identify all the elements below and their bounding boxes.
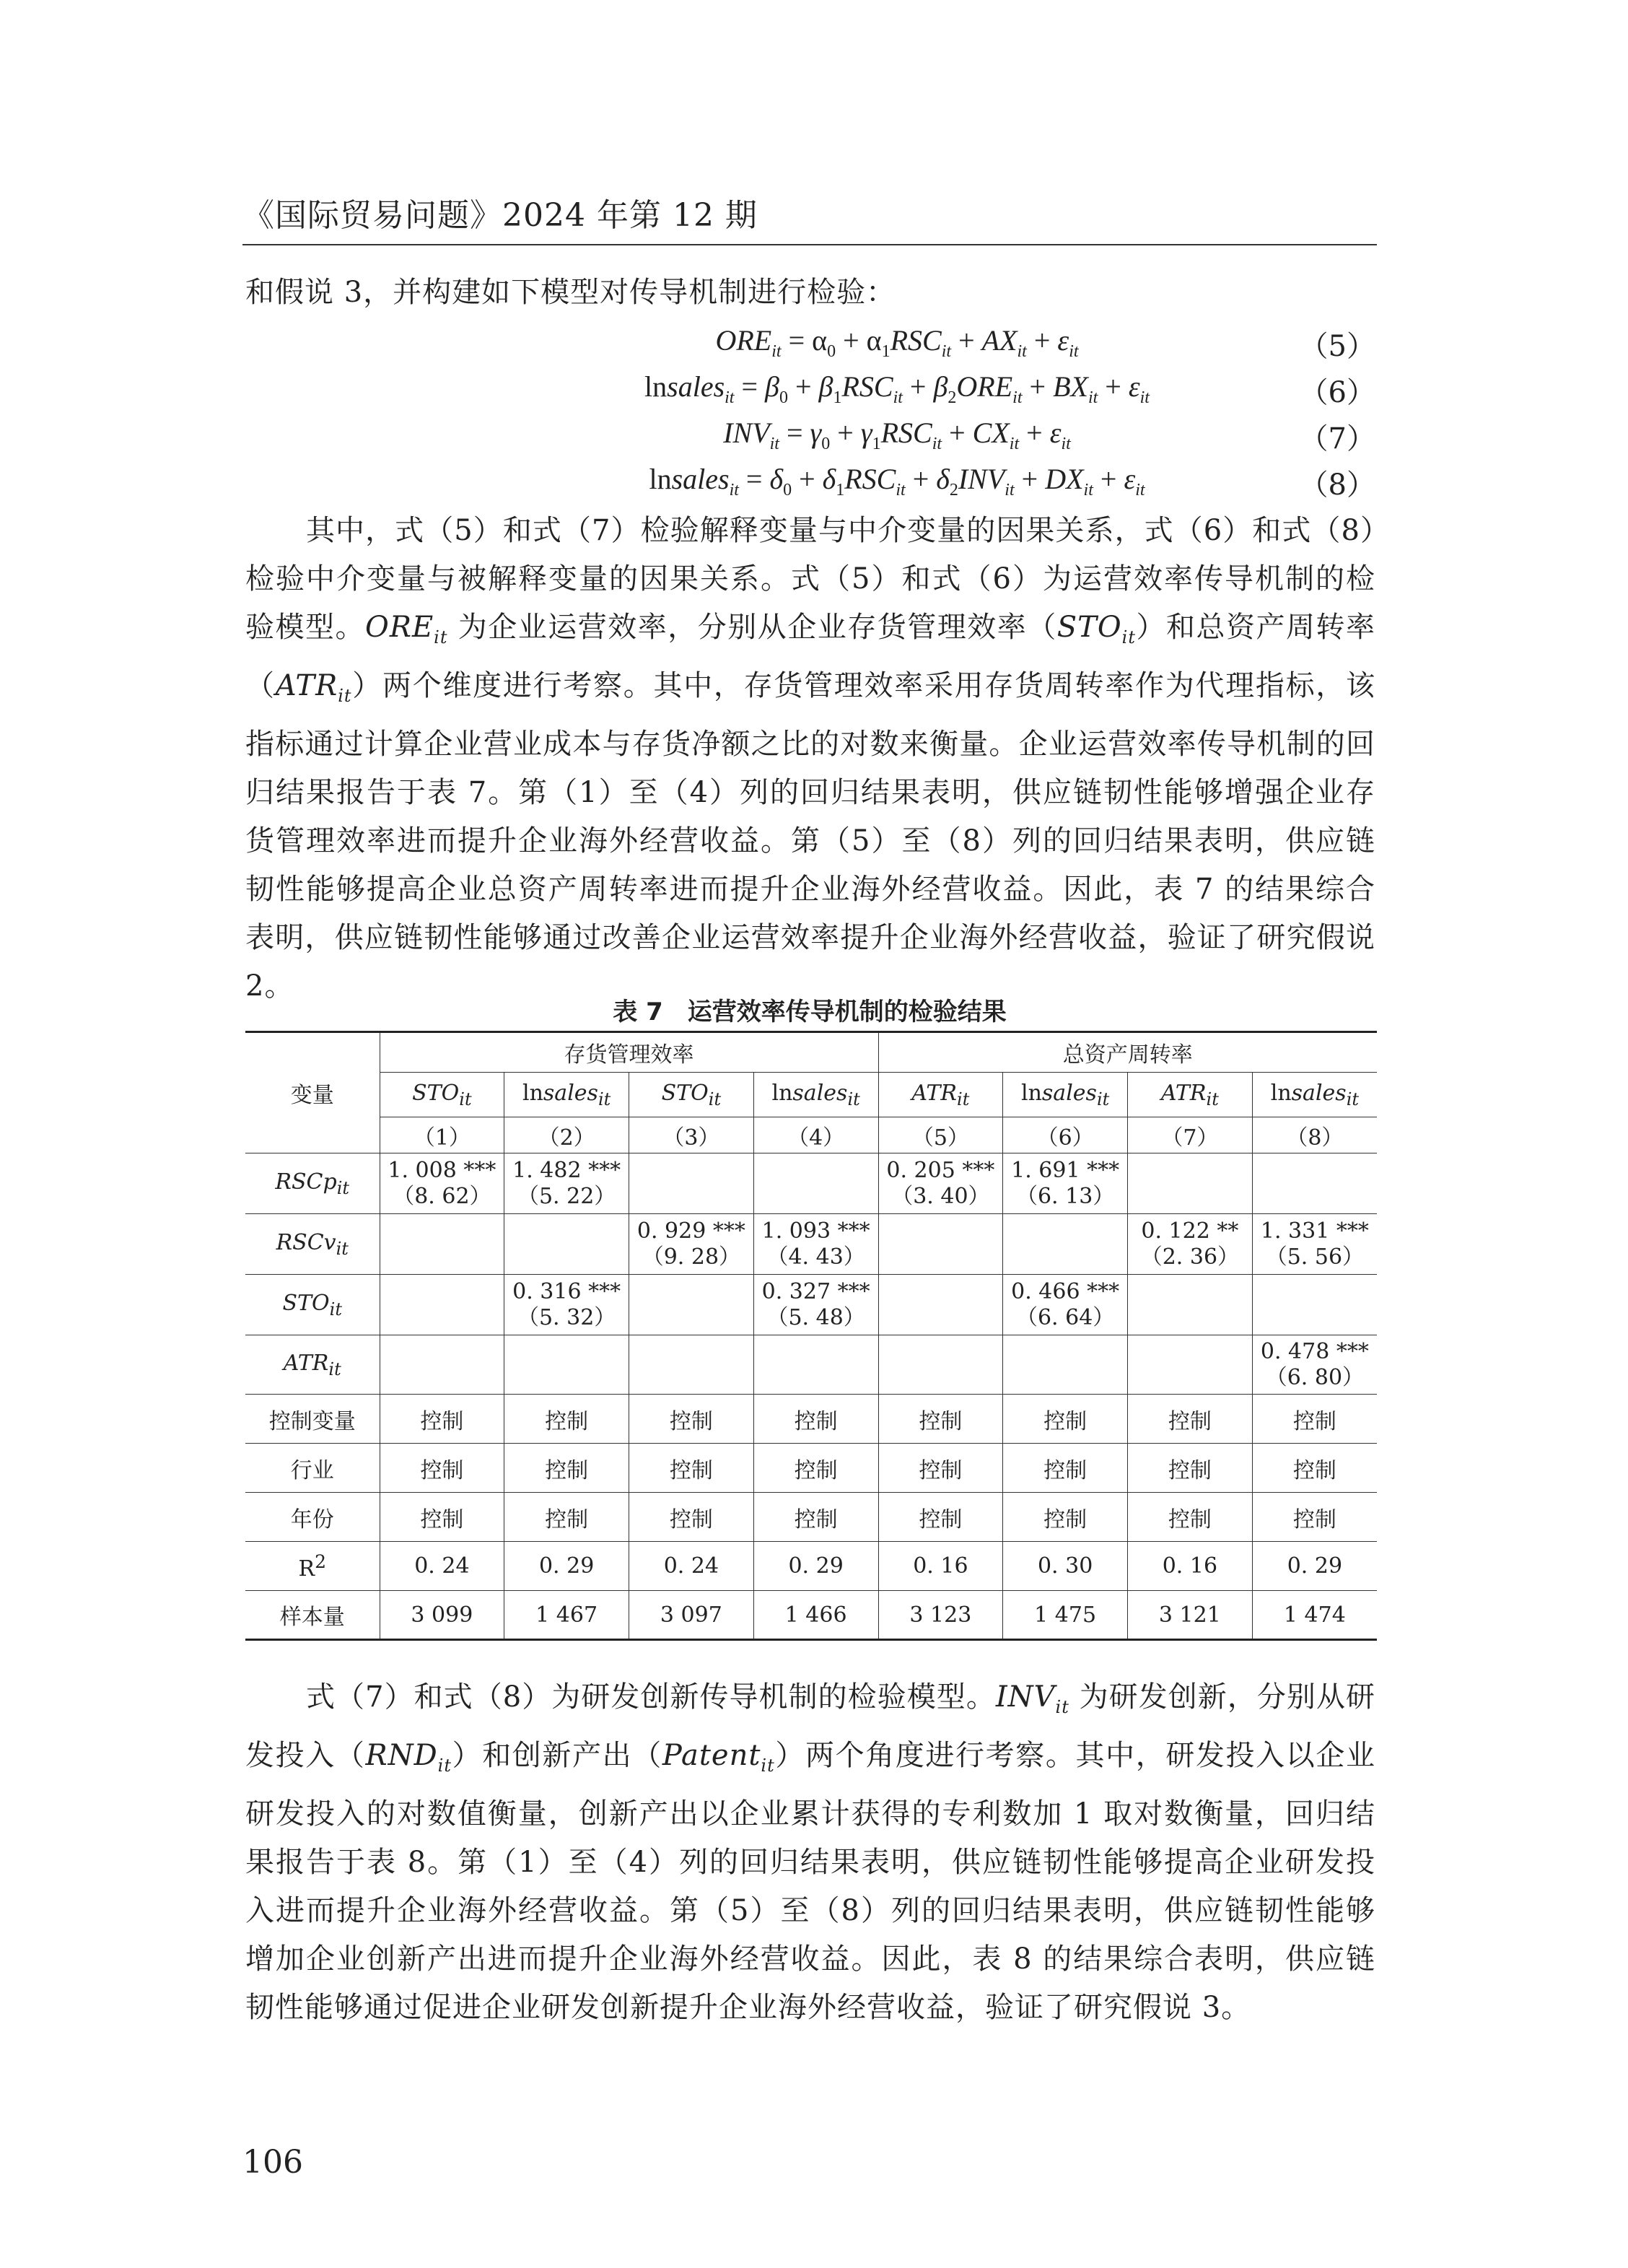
row-label: $R^2$ — [245, 1542, 380, 1591]
value-cell: 控制 — [504, 1444, 629, 1493]
table-row — [245, 1395, 1377, 1444]
table-row — [245, 1214, 1377, 1275]
empty-cell — [878, 1275, 1003, 1335]
row-label: RSCv$_{it}$ — [245, 1214, 380, 1275]
page-number: 106 — [242, 2144, 303, 2181]
coefficient-cell: 0. 316 *** （5. 32） — [504, 1275, 629, 1335]
results-table — [245, 1031, 1377, 1641]
paragraph-operating-efficiency: 其中，式（5）和式（7）检验解释变量与中介变量的因果关系，式（6）和式（8）检验中介变量与被解释变量的因果关系。式（5）和式（6）为运营效率传导机制的检验模型。$ORE_{it}$ 为企业运营效率，分别从企业存货管理效率$(STO_{it})$和总资产周转率$(ATR_{it})$两个维度进行考察。其中，存货管理效率采用存货周转率作为代理指标，该指标通过计算企业营业成本与存货净额之比的对数来衡量。企业运营效率传导机制的回归结果报告于表 7。第（1）至（4）列的回归结果表明，供应链韧性能够增强企业存货管理效率进而提升企业海外经营收益。第（5）至（8）列的回归结果表明，供应链韧性能够提高企业总资产周转率进而提升企业海外经营收益。因此，表 7 的结果综合表明，供应链韧性能够通过改善企业运营效率提升企业海外经营收益，验证了研究假说 2。 — [245, 514, 1376, 1003]
value-cell: 控制 — [1252, 1444, 1377, 1493]
dependent-variable-header: lnsales$_{it}$ — [1003, 1073, 1128, 1117]
empty-cell — [1252, 1275, 1377, 1335]
equation-number: （5） — [1299, 330, 1375, 363]
equation-body: $INV_{it} = \gamma_0 + \gamma_1RSC_{it} + CX_{it} + \varepsilon_{it}$ — [723, 416, 1071, 453]
equation-number: （6） — [1299, 376, 1375, 409]
column-number: （6） — [1003, 1117, 1128, 1153]
value-cell: 控制 — [878, 1493, 1003, 1542]
empty-cell — [504, 1214, 629, 1275]
group-header-inventory: 存货管理效率 — [380, 1032, 878, 1073]
value-cell: 控制 — [1003, 1493, 1128, 1542]
column-number: （2） — [504, 1117, 629, 1153]
value-cell: 0. 16 — [878, 1542, 1003, 1591]
coefficient-cell: 0. 929 *** （9. 28） — [629, 1214, 754, 1275]
equation-body: lnsales$_{it}$ = $\beta_0 + \beta_1RSC_{it} + \beta_2ORE_{it} + BX_{it} + \varepsilon_{it}$ — [644, 370, 1150, 407]
table-caption: 表 7 运营效率传导机制的检验结果 — [613, 998, 1007, 1026]
table-row — [245, 1493, 1377, 1542]
empty-cell — [1252, 1153, 1377, 1214]
empty-cell — [629, 1275, 754, 1335]
value-cell: 控制 — [629, 1444, 754, 1493]
value-cell: 控制 — [878, 1395, 1003, 1444]
value-cell: 控制 — [629, 1395, 754, 1444]
dependent-variable-header: $ATR_{it}$ — [1128, 1073, 1253, 1117]
table-row — [245, 1153, 1377, 1214]
value-cell: 0. 29 — [1252, 1542, 1377, 1591]
row-label: RSCp$_{it}$ — [245, 1153, 380, 1214]
dependent-variable-header: $STO_{it}$ — [629, 1073, 754, 1117]
empty-cell — [629, 1335, 754, 1395]
table-row — [245, 1444, 1377, 1493]
table-row — [245, 1335, 1377, 1395]
value-cell: 控制 — [380, 1395, 504, 1444]
value-cell: 1 467 — [504, 1591, 629, 1640]
value-cell: 3 099 — [380, 1591, 504, 1640]
header-rule — [242, 244, 1377, 245]
dependent-variable-header: lnsales$_{it}$ — [1252, 1073, 1377, 1117]
value-cell: 控制 — [1252, 1395, 1377, 1444]
table-row — [245, 1542, 1377, 1591]
empty-cell — [878, 1335, 1003, 1395]
empty-cell — [753, 1335, 878, 1395]
column-number: （7） — [1128, 1117, 1253, 1153]
dependent-variable-header: $STO_{it}$ — [380, 1073, 504, 1117]
table-row — [245, 1032, 1377, 1073]
value-cell: 1 466 — [753, 1591, 878, 1640]
value-cell: 0. 16 — [1128, 1542, 1253, 1591]
value-cell: 控制 — [753, 1395, 878, 1444]
empty-cell — [1128, 1335, 1253, 1395]
empty-cell — [629, 1153, 754, 1214]
equation-6 — [505, 370, 1375, 413]
value-cell: 控制 — [1128, 1395, 1253, 1444]
column-number: （5） — [878, 1117, 1003, 1153]
equation-number: （8） — [1299, 468, 1375, 502]
empty-cell — [753, 1153, 878, 1214]
value-cell: 控制 — [380, 1493, 504, 1542]
value-cell: 0. 24 — [629, 1542, 754, 1591]
value-cell: 控制 — [1128, 1444, 1253, 1493]
paragraph-rnd: 式（7）和式（8）为研发创新传导机制的检验模型。$INV_{it}$ 为研发创新，分别从研发投入$(RND_{it})$和创新产出（Patent$_{it}$）两个角度进行考察。其中，研发投入以企业研发投入的对数值衡量，创新产出以企业累计获得的专利数加 1 取对数衡量，回归结果报告于表 8。第（1）至（4）列的回归结果表明，供应链韧性能够提高企业研发投入进而提升企业海外经营收益。第（5）至（8）列的回归结果表明，供应链韧性能够增加企业创新产出进而提升企业海外经营收益。因此，表 8 的结果综合表明，供应链韧性能够通过促进企业研发创新提升企业海外经营收益，验证了研究假说 3。 — [245, 1680, 1376, 2024]
value-cell: 0. 30 — [1003, 1542, 1128, 1591]
value-cell: 控制 — [1128, 1493, 1253, 1542]
row-label: 年份 — [245, 1493, 380, 1542]
equation-body: lnsales$_{it}$ = $\delta_0 + \delta_1RSC_{it} + \delta_2INV_{it} + DX_{it} + \varepsilon_{it}$ — [649, 463, 1145, 500]
coefficient-cell: 1. 093 *** （4. 43） — [753, 1214, 878, 1275]
value-cell: 控制 — [380, 1444, 504, 1493]
column-number: （4） — [753, 1117, 878, 1153]
equation-body: $ORE_{it} = \alpha_0 + \alpha_1RSC_{it} + AX_{it} + \varepsilon_{it}$ — [715, 324, 1079, 361]
value-cell: 控制 — [753, 1444, 878, 1493]
value-cell: 0. 29 — [753, 1542, 878, 1591]
equation-8 — [505, 462, 1375, 505]
empty-cell — [1003, 1214, 1128, 1275]
empty-cell — [380, 1275, 504, 1335]
coefficient-cell: 0. 478 *** （6. 80） — [1252, 1335, 1377, 1395]
empty-cell — [1128, 1153, 1253, 1214]
value-cell: 1 475 — [1003, 1591, 1128, 1640]
value-cell: 控制 — [504, 1493, 629, 1542]
dependent-variable-header: $ATR_{it}$ — [878, 1073, 1003, 1117]
column-number: （3） — [629, 1117, 754, 1153]
coefficient-cell: 0. 122 ** （2. 36） — [1128, 1214, 1253, 1275]
coefficient-cell: 0. 466 *** （6. 64） — [1003, 1275, 1128, 1335]
column-number: （1） — [380, 1117, 504, 1153]
row-label: $ATR_{it}$ — [245, 1335, 380, 1395]
equation-7 — [505, 416, 1375, 459]
value-cell: 控制 — [504, 1395, 629, 1444]
coefficient-cell: 0. 327 *** （5. 48） — [753, 1275, 878, 1335]
empty-cell — [504, 1335, 629, 1395]
value-cell: 0. 24 — [380, 1542, 504, 1591]
equation-number: （7） — [1299, 422, 1375, 455]
table-row — [245, 1117, 1377, 1153]
empty-cell — [878, 1214, 1003, 1275]
empty-cell — [1003, 1335, 1128, 1395]
dependent-variable-header: lnsales$_{it}$ — [753, 1073, 878, 1117]
empty-cell — [1128, 1275, 1253, 1335]
column-number: （8） — [1252, 1117, 1377, 1153]
table-row — [245, 1073, 1377, 1117]
value-cell: 控制 — [1003, 1444, 1128, 1493]
value-cell: 3 097 — [629, 1591, 754, 1640]
running-head: 《国际贸易问题》2024 年第 12 期 — [242, 197, 758, 234]
coefficient-cell: 1. 008 *** （8. 62） — [380, 1153, 504, 1214]
value-cell: 1 474 — [1252, 1591, 1377, 1640]
row-label: 控制变量 — [245, 1395, 380, 1444]
value-cell: 控制 — [878, 1444, 1003, 1493]
table-row — [245, 1591, 1377, 1640]
coefficient-cell: 1. 331 *** （5. 56） — [1252, 1214, 1377, 1275]
value-cell: 3 121 — [1128, 1591, 1253, 1640]
equation-5 — [505, 323, 1375, 367]
row-label: $STO_{it}$ — [245, 1275, 380, 1335]
intro-line: 和假说 3，并构建如下模型对传导机制进行检验： — [245, 276, 896, 309]
value-cell: 控制 — [753, 1493, 878, 1542]
variable-header: 变量 — [245, 1032, 380, 1153]
value-cell: 控制 — [1003, 1395, 1128, 1444]
coefficient-cell: 0. 205 *** （3. 40） — [878, 1153, 1003, 1214]
empty-cell — [380, 1335, 504, 1395]
row-label: 样本量 — [245, 1591, 380, 1640]
coefficient-cell: 1. 482 *** （5. 22） — [504, 1153, 629, 1214]
value-cell: 控制 — [1252, 1493, 1377, 1542]
table-row — [245, 1275, 1377, 1335]
value-cell: 3 123 — [878, 1591, 1003, 1640]
value-cell: 0. 29 — [504, 1542, 629, 1591]
group-header-asset-turnover: 总资产周转率 — [878, 1032, 1377, 1073]
empty-cell — [380, 1214, 504, 1275]
coefficient-cell: 1. 691 *** （6. 13） — [1003, 1153, 1128, 1214]
value-cell: 控制 — [629, 1493, 754, 1542]
dependent-variable-header: lnsales$_{it}$ — [504, 1073, 629, 1117]
row-label: 行业 — [245, 1444, 380, 1493]
